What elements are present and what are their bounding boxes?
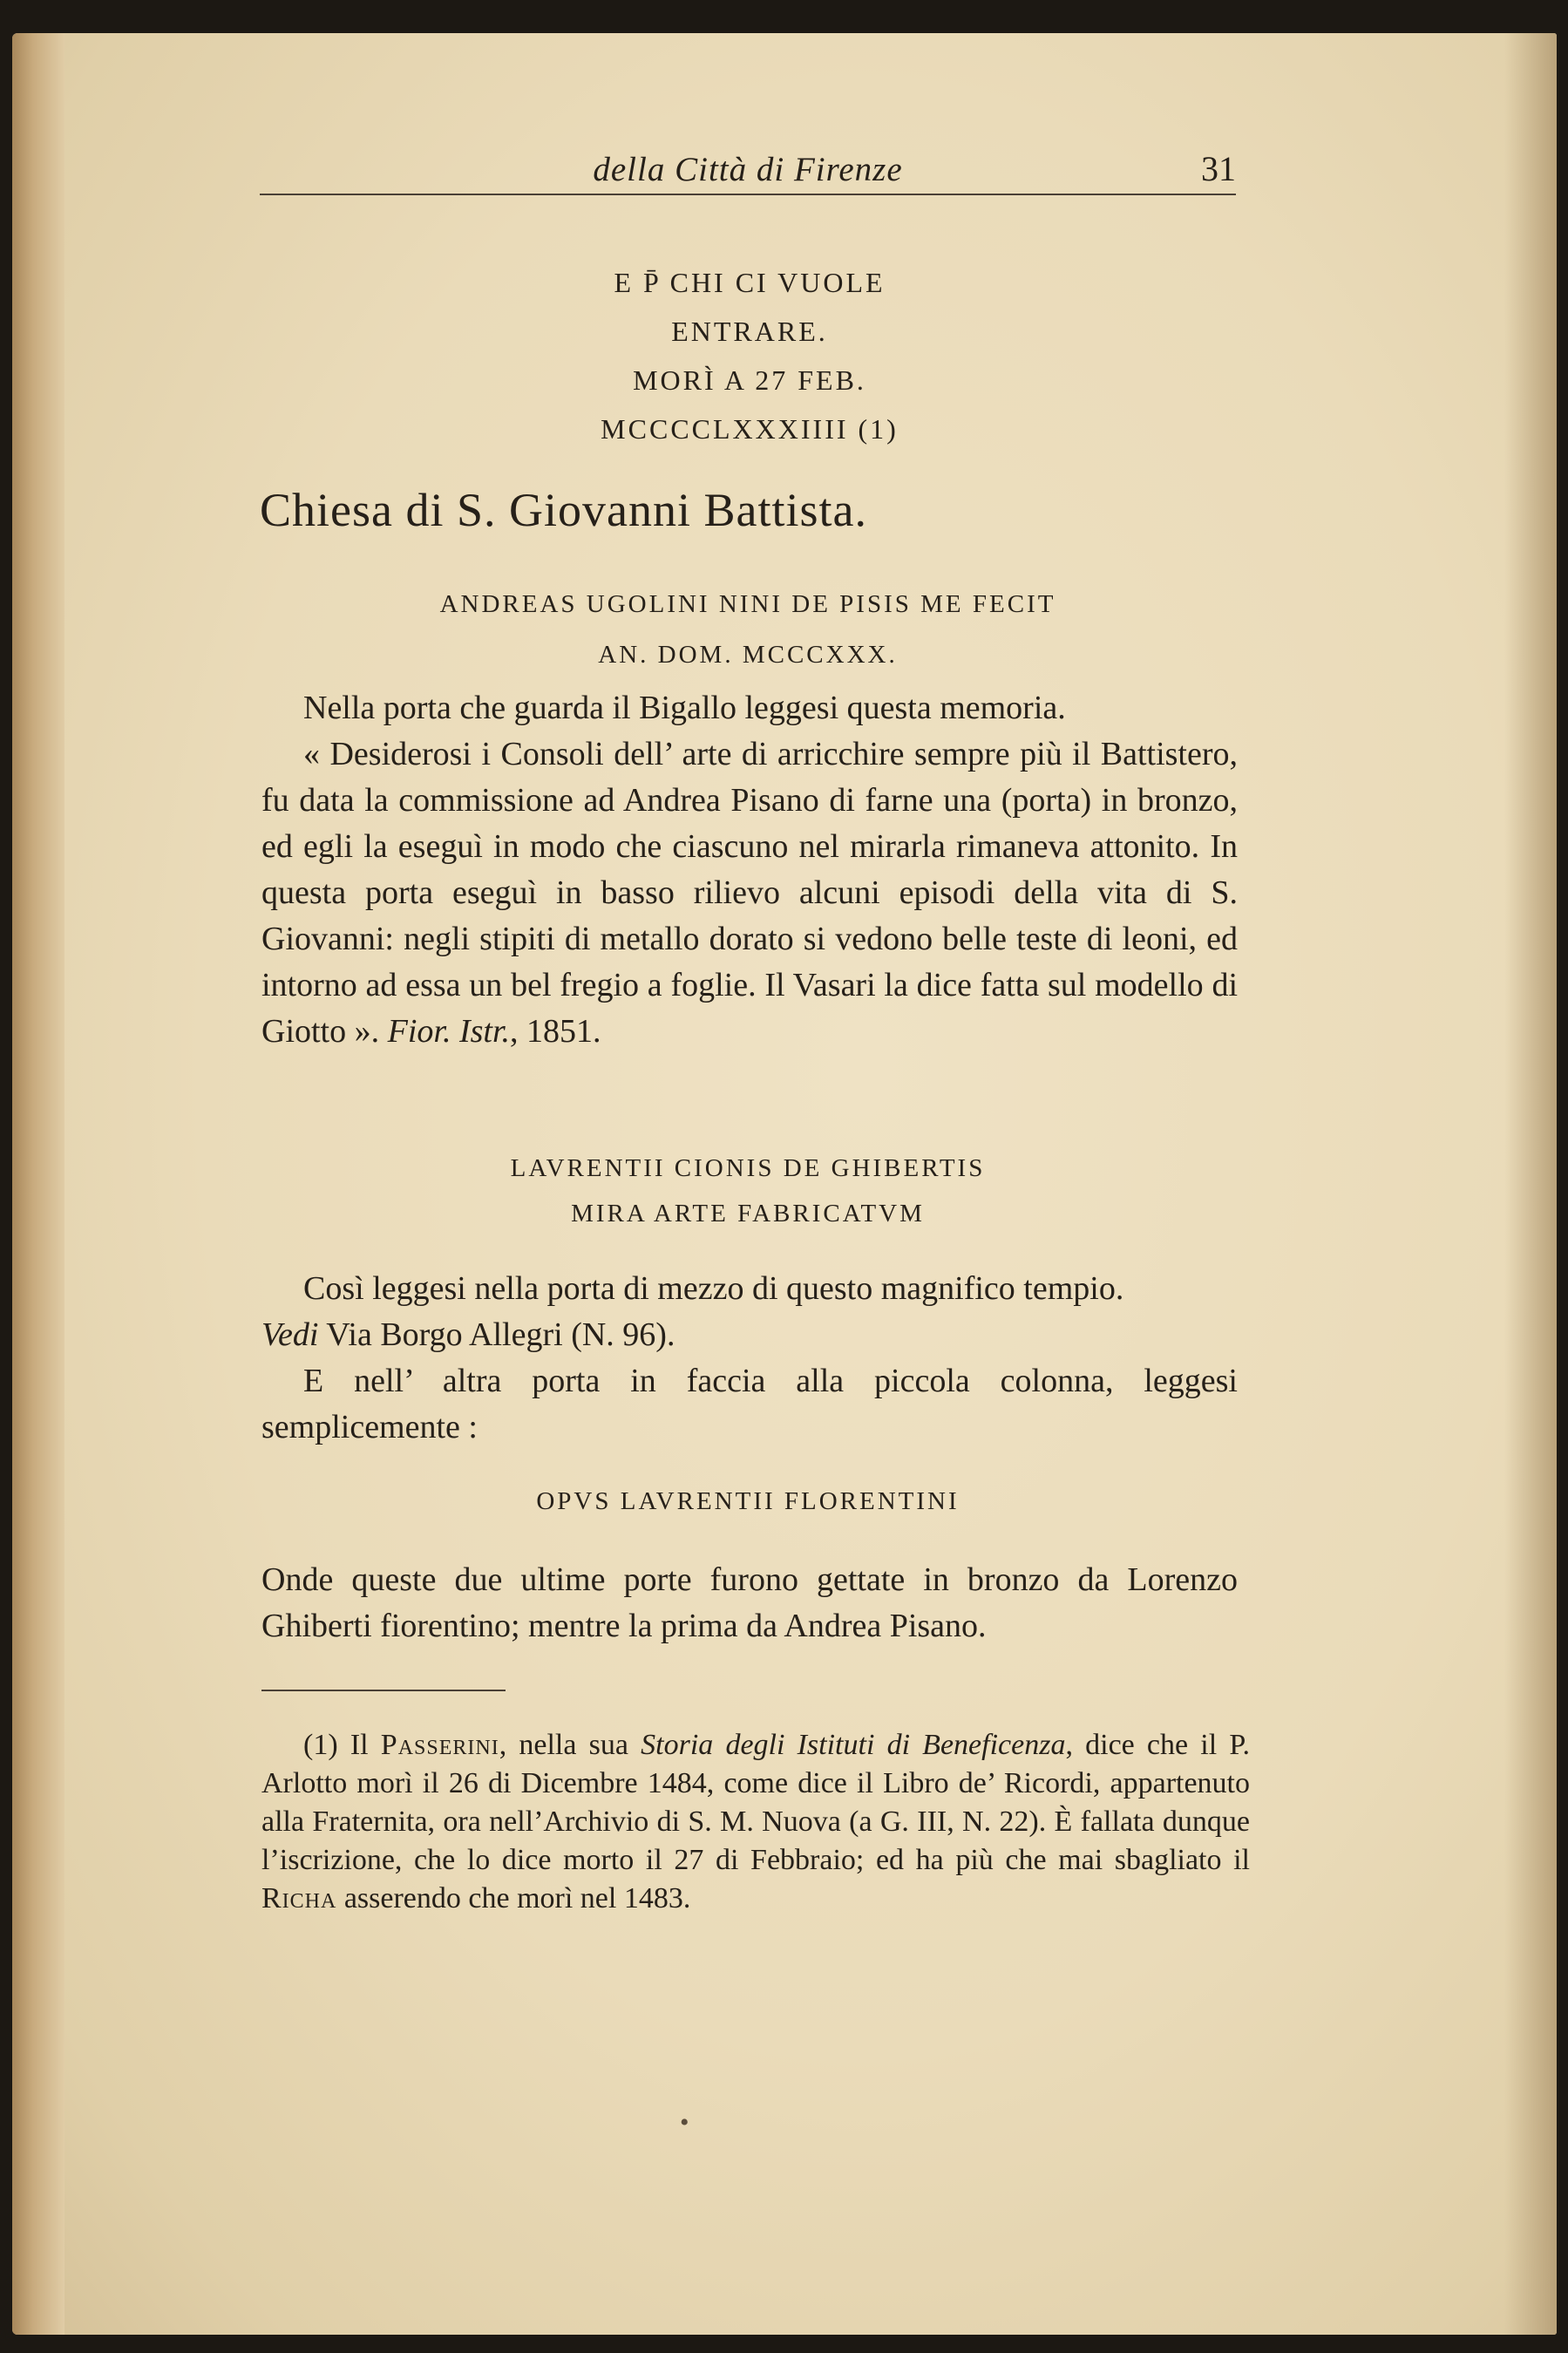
footnote-text — [261, 1726, 1250, 1918]
footnote-author: Passerini — [380, 1729, 499, 1761]
inscription-ghiberti — [260, 1146, 1236, 1236]
paragraph-line: Nella porta che guarda il Bigallo leggesi questa memoria. — [303, 690, 1066, 726]
page-spine-shadow — [12, 33, 64, 2335]
paragraph-line: Così leggesi nella porta di mezzo di questo magnifico tempio. — [303, 1270, 1124, 1307]
footnote-marker: (1) Il — [303, 1729, 369, 1761]
epitaph-line: MORÌ A 27 FEB. — [633, 364, 866, 396]
vedi-label: Vedi — [261, 1316, 319, 1353]
paragraph-line — [261, 1312, 1238, 1358]
inscription-line: MIRA ARTE FABRICATVM — [571, 1200, 925, 1228]
inscription-andreas — [260, 579, 1236, 680]
inscription-line: ANDREAS UGOLINI NINI DE PISIS ME FECIT — [439, 590, 1056, 618]
footnote-text-part: asserendo che morì nel 1483. — [336, 1882, 691, 1914]
paragraph-line: E nell’ altra porta in faccia alla piccola colonna, leggesi semplicemente : — [261, 1363, 1238, 1445]
footnote — [261, 1726, 1250, 1918]
ink-speck: • — [680, 2108, 689, 2137]
footnote-rule — [261, 1690, 506, 1691]
paragraph-bigallo — [261, 685, 1238, 1055]
paragraph-quote — [261, 731, 1238, 1055]
page-number: 31 — [1201, 149, 1236, 188]
quote-text: « Desiderosi i Consoli dell’ arte di arricchire sempre più il Battistero, fu data la commissione ad Andrea Pisano di farne una (porta) in bronzo, ed egli la eseguì in modo che ciascuno nel mirarla rimaneva attonito. In questa porta eseguì in basso rilievo alcuni episodi della vita di S. Giovanni: negli stipiti di metallo dorato si vedono belle teste di leoni, ed intorno ad essa un bel fregio a foglie. Il Vasari la dice fatta sul modello di Giotto ». — [261, 736, 1238, 1050]
inscription-line: LAVRENTII CIONIS DE GHIBERTIS — [510, 1154, 986, 1182]
inscription-opus: OPVS LAVRENTII FLORENTINI — [536, 1487, 960, 1515]
page-edge-shadow — [1504, 33, 1557, 2335]
epitaph-line: ENTRARE. — [671, 316, 828, 347]
running-header — [260, 150, 1236, 195]
paragraph-line: Onde queste due ultime porte furono gettate in bronzo da Lorenzo Ghiberti fiorentino; mentre la prima da Andrea Pisano. — [261, 1561, 1238, 1644]
inscription-line: AN. DOM. MCCCXXX. — [598, 641, 898, 669]
footnote-text-part: , dice che il P. Arlotto morì il 26 di Dicembre 1484, come dice il Libro de’ Ricordi, appartenuto alla Fraternita, ora nell’Archivio di S. M. Nuova (a G. III, N. 22). È fallata dunque l’iscrizione, che lo dice morto il 27 di Febbraio; ed ha più che mai sbagliato il — [261, 1729, 1251, 1876]
source-year: , 1851. — [510, 1013, 601, 1050]
epitaph-line: E P̄ CHI CI VUOLE — [614, 267, 886, 298]
running-title: della Città di Firenze — [593, 151, 903, 188]
section-heading: Chiesa di S. Giovanni Battista. — [260, 484, 867, 536]
footnote-text-part: , nella sua — [499, 1729, 641, 1761]
epitaph-block — [523, 258, 976, 453]
paragraph-porta-mezzo — [261, 1266, 1238, 1451]
vedi-rest: Via Borgo Allegri (N. 96). — [318, 1316, 675, 1353]
paragraph-conclusion — [261, 1557, 1238, 1649]
footnote-author: Richa — [261, 1882, 337, 1914]
footnote-book-title: Storia degli Istituti di Beneficenza — [641, 1729, 1066, 1761]
epitaph-line: MCCCCLXXXIIII (1) — [601, 413, 899, 445]
source-title: Fior. Istr. — [387, 1013, 511, 1050]
